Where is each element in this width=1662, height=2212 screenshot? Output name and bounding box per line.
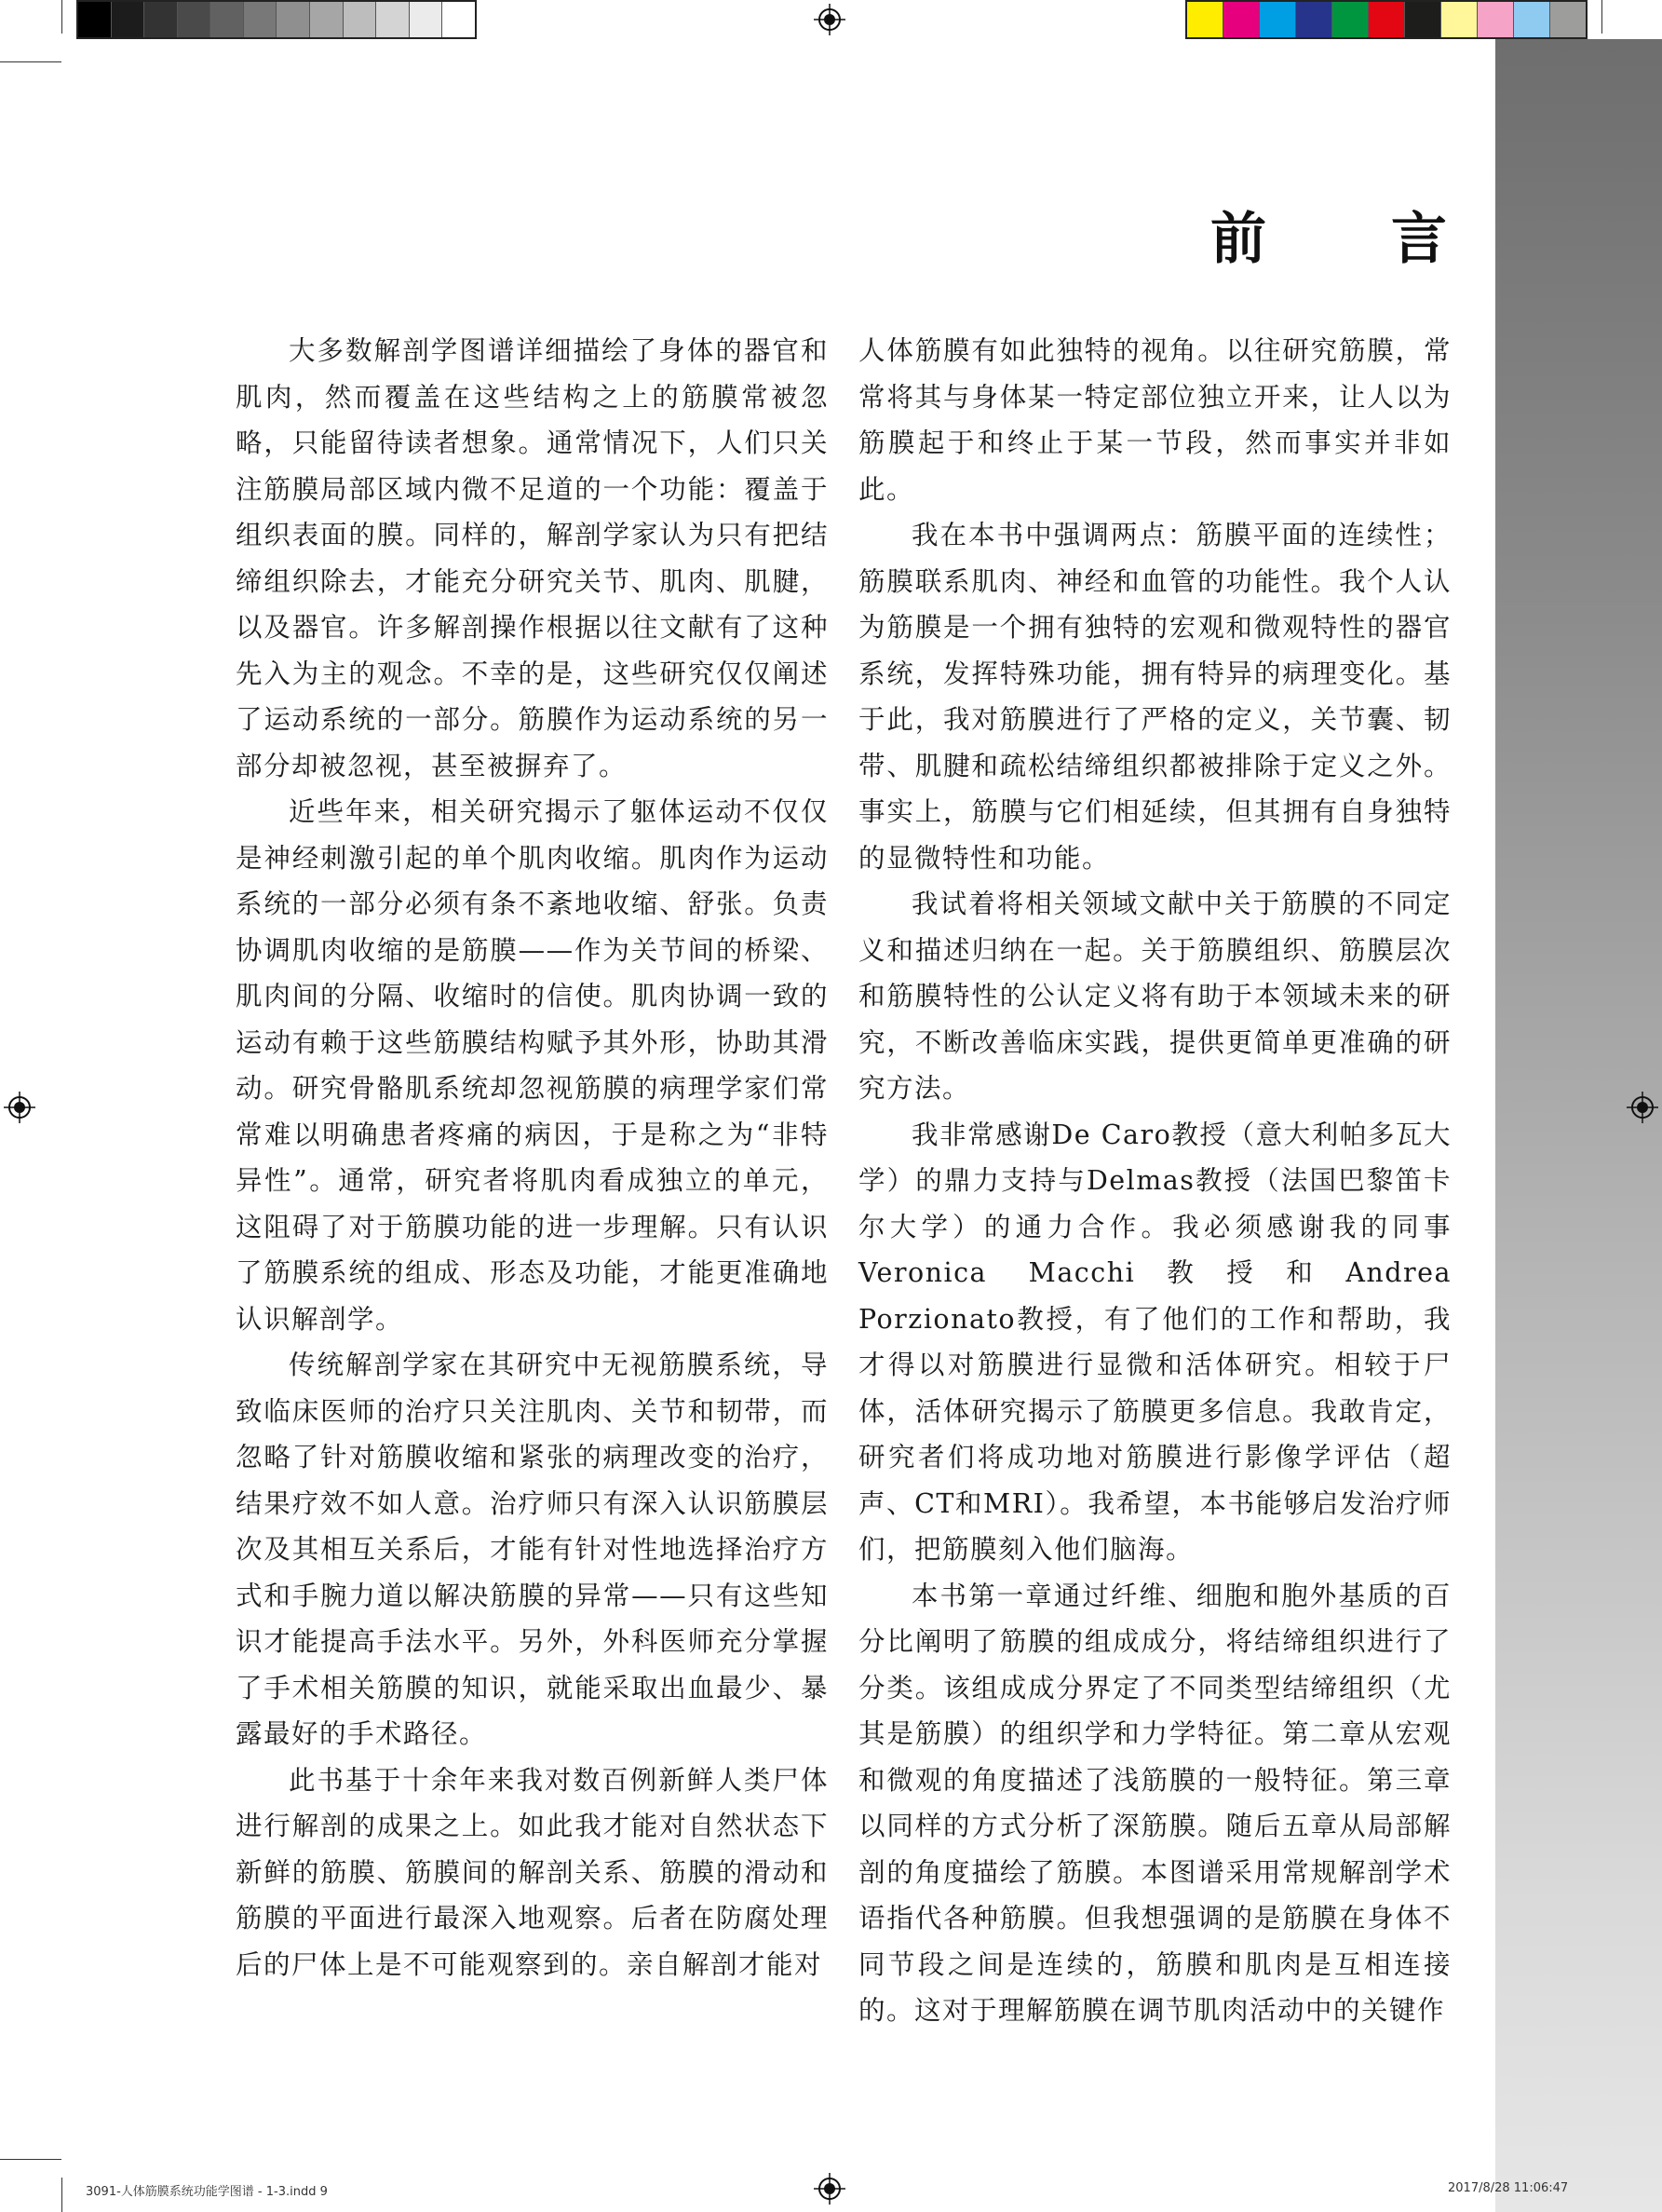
crop-mark-bottom-left-h — [0, 2159, 61, 2160]
gray-swatch — [442, 2, 475, 37]
paragraph: 传统解剖学家在其研究中无视筋膜系统，导致临床医师的治疗只关注肌肉、关节和韧带，而忽略了针对筋膜收缩和紧张的病理改变的治疗，结果疗效不如人意。治疗师只有深入认识筋膜层次及其相互关系后，才能有针对性地选择治疗方式和手腕力道以解决筋膜的异常——只有这些知识才能提高手法水平。另外，外科医师充分掌握了手术相关筋膜的知识，就能采取出血最少、暴露最好的手术路径。 — [236, 1350, 829, 1749]
color-swatch — [1514, 2, 1550, 37]
paragraph: 我非常感谢De Caro教授（意大利帕多瓦大学）的鼎力支持与Delmas教授（法国巴黎笛卡尔大学）的通力合作。我必须感谢我的同事Veronica Macchi教授和Andrea Porzionato教授，有了他们的工作和帮助，我才得以对筋膜进行显微和活体研究。相较于尸体，活体研究揭示了筋膜更多信息。我敢肯定，研究者们将成功地对筋膜进行影像学评估（超声、CT和MRI）。我希望，本书能够启发治疗师们，把筋膜刻入他们脑海。 — [858, 1119, 1452, 1565]
color-swatch — [1441, 2, 1478, 37]
color-swatch — [1260, 2, 1296, 37]
paragraph: 大多数解剖学图谱详细描绘了身体的器官和肌肉，然而覆盖在这些结构之上的筋膜常被忽略，只能留待读者想象。通常情况下，人们只关注筋膜局部区域内微不足道的一个功能：覆盖于组织表面的膜。同样的，解剖学家认为只有把结缔组织除去，才能充分研究关节、肌肉、肌腱，以及器官。许多解剖操作根据以往文献有了这种先入为主的观念。不幸的是，这些研究仅仅阐述了运动系统的一部分。筋膜作为运动系统的另一部分却被忽视，甚至被摒弃了。 — [236, 335, 829, 781]
color-swatch — [1369, 2, 1405, 37]
color-swatch — [1332, 2, 1369, 37]
paragraph: 近些年来，相关研究揭示了躯体运动不仅仅是神经刺激引起的单个肌肉收缩。肌肉作为运动系统的一部分必须有条不紊地收缩、舒张。负责协调肌肉收缩的是筋膜——作为关节间的桥梁、肌肉间的分隔、收缩时的信使。肌肉协调一致的运动有赖于这些筋膜结构赋予其外形，协助其滑动。研究骨骼肌系统却忽视筋膜的病理学家们常常难以明确患者疼痛的病因，于是称之为“非特异性”。通常，研究者将肌肉看成独立的单元，这阻碍了对于筋膜功能的进一步理解。只有认识了筋膜系统的组成、形态及功能，才能更准确地认识解剖学。 — [236, 796, 829, 1335]
gray-swatch — [310, 2, 344, 37]
registration-mark-top-icon — [814, 4, 845, 35]
gray-swatch — [178, 2, 211, 37]
color-swatch — [1405, 2, 1441, 37]
registration-mark-bottom-icon — [814, 2173, 845, 2205]
registration-mark-right-icon — [1627, 1092, 1658, 1123]
color-swatch — [1223, 2, 1260, 37]
paragraph: 我在本书中强调两点：筋膜平面的连续性；筋膜联系肌肉、神经和血管的功能性。我个人认为筋膜是一个拥有独特的宏观和微观特性的器官系统，发挥特殊功能，拥有特异的病理变化。基于此，我对筋膜进行了严格的定义，关节囊、韧带、肌腱和疏松结缔组织都被排除于定义之外。事实上，筋膜与它们相延续，但其拥有自身独特的显微特性和功能。 — [858, 520, 1452, 874]
page-title — [1210, 197, 1453, 272]
chapter-side-tab — [1495, 39, 1662, 2212]
text-column-left — [236, 328, 829, 1988]
registration-mark-left-icon — [4, 1092, 35, 1123]
gray-swatch — [344, 2, 377, 37]
gray-swatch — [144, 2, 178, 37]
paragraph: 此书基于十余年来我对数百例新鲜人类尸体进行解剖的成果之上。如此我才能对自然状态下新鲜的筋膜、筋膜间的解剖关系、筋膜的滑动和筋膜的平面进行最深入地观察。后者在防腐处理后的尸体上是不可能观察到的。亲自解剖才能对 — [236, 1764, 829, 1980]
gray-swatch — [210, 2, 244, 37]
page-title-char-1: 前 — [1210, 207, 1272, 272]
print-slug-timestamp: 2017/8/28 11:06:47 — [1448, 2181, 1569, 2195]
crop-mark-top-left-v — [61, 0, 62, 34]
gray-swatch — [410, 2, 443, 37]
print-slug-filename: 3091-人体筋膜系统功能学图谱 - 1-3.indd 9 — [86, 2185, 328, 2199]
color-calibration-bar — [1185, 0, 1588, 39]
crop-mark-top-right-v — [1601, 0, 1602, 34]
color-swatch — [1296, 2, 1332, 37]
paragraph: 我试着将相关领域文献中关于筋膜的不同定义和描述归纳在一起。关于筋膜组织、筋膜层次和筋膜特性的公认定义将有助于本领域未来的研究，不断改善临床实践，提供更简单更准确的研究方法。 — [858, 889, 1452, 1104]
color-swatch — [1550, 2, 1586, 37]
text-column-right — [858, 328, 1452, 2034]
gray-swatch — [112, 2, 145, 37]
gray-swatch — [277, 2, 310, 37]
gray-swatch — [244, 2, 277, 37]
gray-swatch — [78, 2, 112, 37]
paragraph: 本书第一章通过纤维、细胞和胞外基质的百分比阐明了筋膜的组成成分，将结缔组织进行了分类。该组成成分界定了不同类型结缔组织（尤其是筋膜）的组织学和力学特征。第二章从宏观和微观的角度描述了浅筋膜的一般特征。第三章以同样的方式分析了深筋膜。随后五章从局部解剖的角度描绘了筋膜。本图谱采用常规解剖学术语指代各种筋膜。但我想强调的是筋膜在身体不同节段之间是连续的，筋膜和肌肉是互相连接的。这对于理解筋膜在调节肌肉活动中的关键作 — [858, 1580, 1452, 2026]
gray-swatch — [376, 2, 410, 37]
crop-mark-top-left-h — [0, 61, 61, 62]
page-title-char-2: 言 — [1391, 207, 1453, 272]
color-swatch — [1478, 2, 1514, 37]
paragraph-continuation: 人体筋膜有如此独特的视角。以往研究筋膜，常常将其与身体某一特定部位独立开来，让人以为筋膜起于和终止于某一节段，然而事实并非如此。 — [858, 335, 1452, 505]
color-swatch — [1187, 2, 1223, 37]
crop-mark-bottom-left-v — [61, 2178, 62, 2212]
grayscale-calibration-bar — [76, 0, 477, 39]
